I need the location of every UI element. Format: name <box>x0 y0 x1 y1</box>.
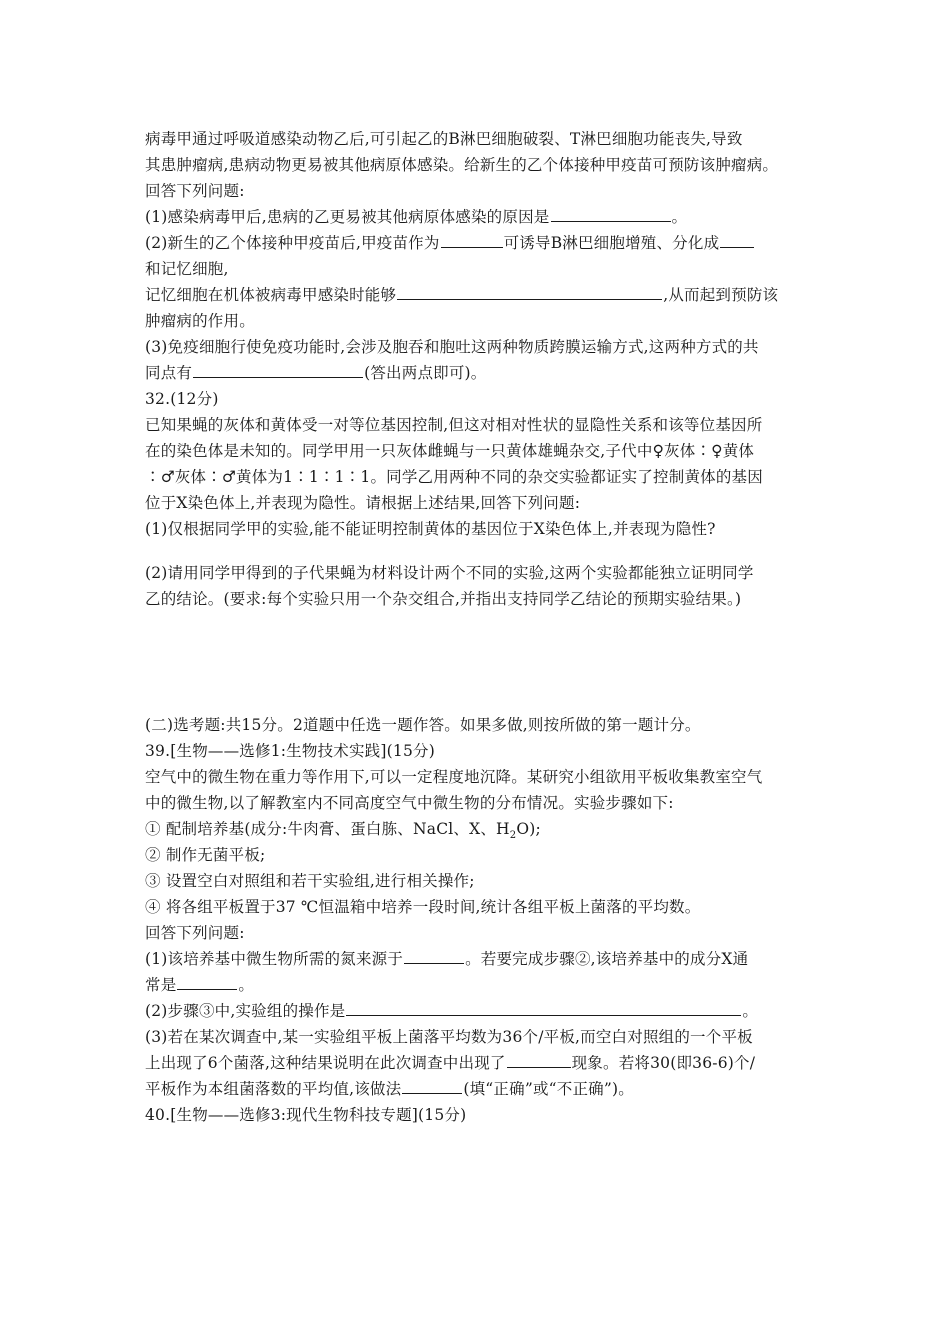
q39-step-1 <box>145 816 835 842</box>
q39-part1-text-b: 。若要完成步骤②,该培养基中的成分X通 <box>465 950 749 968</box>
q39-step-2: ② 制作无菌平板; <box>145 846 266 864</box>
q39-part1-text-c: 常是 <box>145 976 177 994</box>
q31-part3-line-2 <box>145 360 835 386</box>
q39-part3-line-2 <box>145 1050 835 1076</box>
q39-step-3: ③ 设置空白对照组和若干实验组,进行相关操作; <box>145 872 475 890</box>
answer-blank <box>346 998 741 1016</box>
exam-page <box>145 126 835 1128</box>
q31-part2-text-b: 可诱导B淋巴细胞增殖、分化成 <box>503 234 720 252</box>
q32-header: 32.(12分) <box>145 390 219 408</box>
answer-blank <box>193 360 363 378</box>
q31-part3-text-b: 同点有 <box>145 364 193 382</box>
q31-part2-text-e: ,从而起到预防该 <box>663 286 779 304</box>
answer-space <box>145 612 835 712</box>
q39-prompt: 回答下列问题: <box>145 924 245 942</box>
q31-part2-line-4: 肿瘤病的作用。 <box>145 312 255 330</box>
q31-prompt: 回答下列问题: <box>145 182 245 200</box>
q31-part2-text-a: (2)新生的乙个体接种甲疫苗后,甲疫苗作为 <box>145 234 440 252</box>
answer-blank <box>404 946 464 964</box>
q31-part1-end: 。 <box>671 208 688 226</box>
q39-part1-line-2 <box>145 972 835 998</box>
q39-part3-line-1: (3)若在某次调查中,某一实验组平板上菌落平均数为36个/平板,而空白对照组的一个平板 <box>145 1028 753 1046</box>
q39-part1-line-1 <box>145 946 835 972</box>
q39-header: 39.[生物——选修1:生物技术实践](15分) <box>145 742 435 760</box>
q39-step1-text-b: O); <box>516 820 541 838</box>
answer-blank <box>177 972 237 990</box>
q39-part3-text-b: 上出现了6个菌落,这种结果说明在此次调查中出现了 <box>145 1054 506 1072</box>
q31-part3-line-1: (3)免疫细胞行使免疫功能时,会涉及胞吞和胞吐这两种物质跨膜运输方式,这两种方式的共 <box>145 338 759 356</box>
q32-part2-line-1: (2)请用同学甲得到的子代果蝇为材料设计两个不同的实验,这两个实验都能独立证明同学 <box>145 564 754 582</box>
answer-blank <box>441 230 503 248</box>
answer-blank <box>551 204 671 222</box>
q31-part2-line-3 <box>145 282 835 308</box>
q39-part2-text-b: 。 <box>742 1002 759 1020</box>
q32-intro-line-4: 位于X染色体上,并表现为隐性。请根据上述结果,回答下列问题: <box>145 494 581 512</box>
q32-intro-line-2: 在的染色体是未知的。同学甲用一只灰体雌蝇与一只黄体雄蝇杂交,子代中♀灰体∶♀黄体 <box>145 442 755 460</box>
q40-header: 40.[生物——选修3:现代生物科技专题](15分) <box>145 1106 467 1124</box>
q31-part2-line-2: 和记忆细胞, <box>145 260 229 278</box>
q39-part1-text-a: (1)该培养基中微生物所需的氮来源于 <box>145 950 404 968</box>
q39-step-4: ④ 将各组平板置于37 ℃恒温箱中培养一段时间,统计各组平板上菌落的平均数。 <box>145 898 701 916</box>
q39-part1-text-d: 。 <box>238 976 255 994</box>
q31-intro-line-2: 其患肿瘤病,患病动物更易被其他病原体感染。给新生的乙个体接种甲疫苗可预防该肿瘤病。 <box>145 156 779 174</box>
q39-step1-subscript: 2 <box>509 830 517 842</box>
q32-intro-line-3: ∶♂灰体∶♂黄体为1∶1∶1∶1。同学乙用两种不同的杂交实验都证实了控制黄体的基因 <box>145 468 763 486</box>
q39-part2-text-a: (2)步骤③中,实验组的操作是 <box>145 1002 346 1020</box>
q39-part3-text-e: (填“正确”或“不正确”)。 <box>463 1080 634 1098</box>
q39-intro-line-1: 空气中的微生物在重力等作用下,可以一定程度地沉降。某研究小组欲用平板收集教室空气 <box>145 768 763 786</box>
q32-part2-line-2: 乙的结论。(要求:每个实验只用一个杂交组合,并指出支持同学乙结论的预期实验结果。) <box>145 590 742 608</box>
q39-part3-text-c: 现象。若将30(即36-6)个/ <box>571 1054 756 1072</box>
answer-blank <box>507 1050 571 1068</box>
q31-intro-line-1: 病毒甲通过呼吸道感染动物乙后,可引起乙的B淋巴细胞破裂、T淋巴细胞功能丧失,导致 <box>145 130 743 148</box>
q31-part3-text-c: (答出两点即可)。 <box>364 364 487 382</box>
q31-part2-text-d: 记忆细胞在机体被病毒甲感染时能够 <box>145 286 397 304</box>
q31-part1-text: (1)感染病毒甲后,患病的乙更易被其他病原体感染的原因是 <box>145 208 550 226</box>
q31-part2-line-1 <box>145 230 835 256</box>
q39-intro-line-2: 中的微生物,以了解教室内不同高度空气中微生物的分布情况。实验步骤如下: <box>145 794 674 812</box>
answer-blank <box>720 230 754 248</box>
answer-blank <box>397 282 662 300</box>
q31-part1 <box>145 204 835 230</box>
q32-part1: (1)仅根据同学甲的实验,能不能证明控制黄体的基因位于X染色体上,并表现为隐性? <box>145 520 716 538</box>
q39-part3-line-3 <box>145 1076 835 1102</box>
q39-part2 <box>145 998 835 1024</box>
answer-blank <box>402 1076 462 1094</box>
q39-step1-text-a: ① 配制培养基(成分:牛肉膏、蛋白胨、NaCl、X、H <box>145 820 510 838</box>
section2-header: (二)选考题:共15分。2道题中任选一题作答。如果多做,则按所做的第一题计分。 <box>145 716 701 734</box>
q32-intro-line-1: 已知果蝇的灰体和黄体受一对等位基因控制,但这对相对性状的显隐性关系和该等位基因所 <box>145 416 763 434</box>
q39-part3-text-d: 平板作为本组菌落数的平均值,该做法 <box>145 1080 402 1098</box>
answer-space <box>145 542 835 560</box>
